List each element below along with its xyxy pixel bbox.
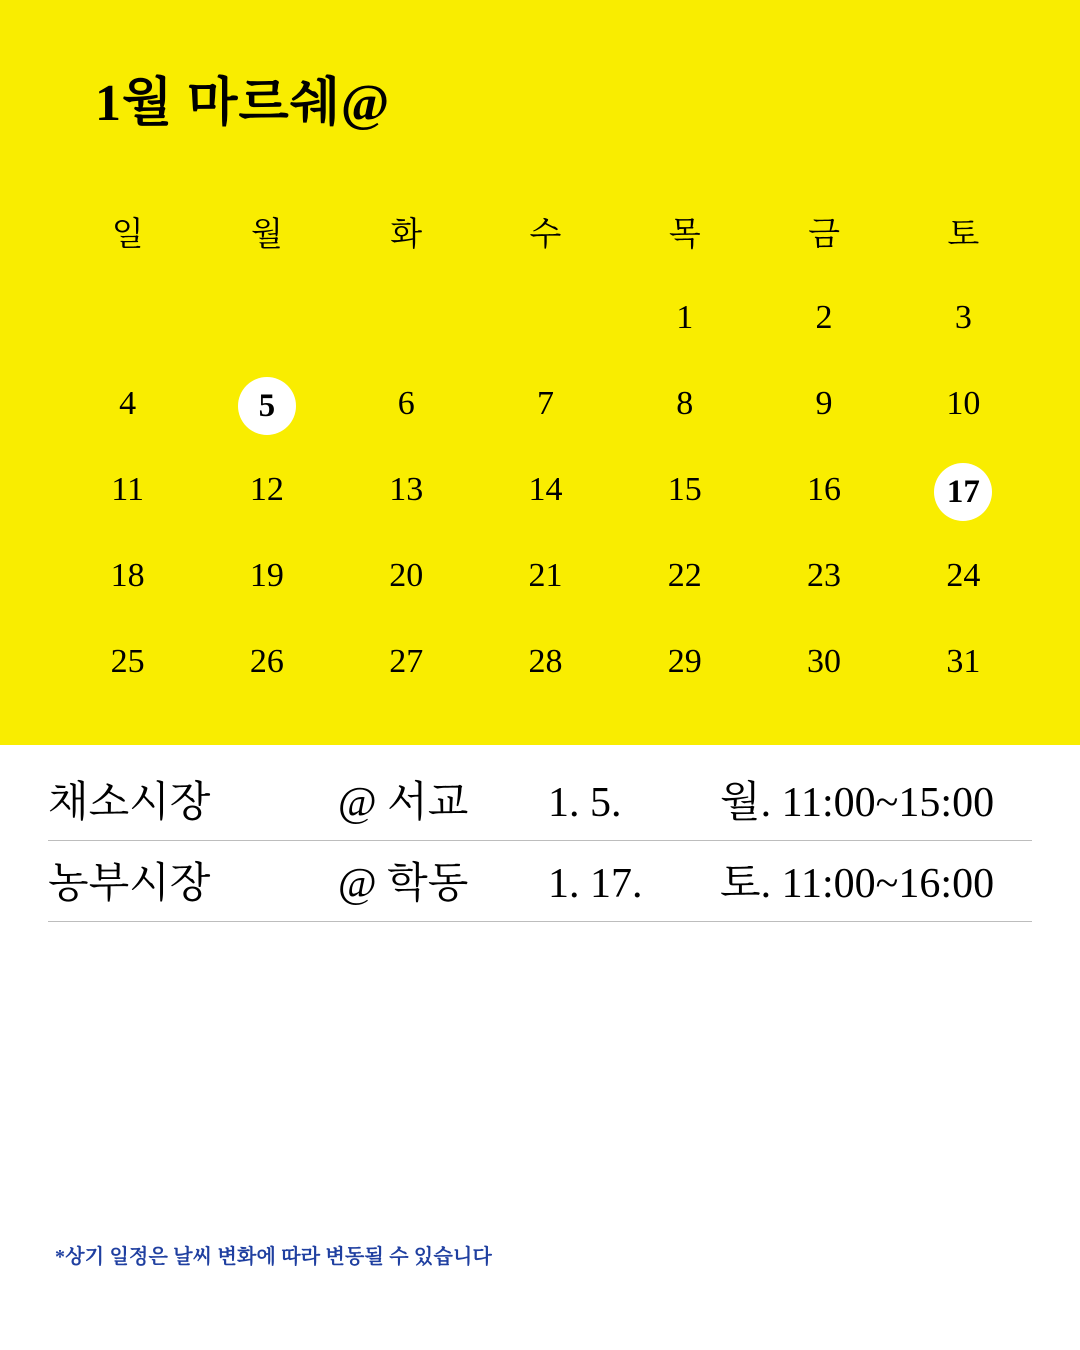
weekday-sun: 일 [111, 217, 144, 253]
event-name: 채소시장 [48, 780, 211, 826]
calendar-day-cell [58, 533, 197, 619]
calendar-day-cell [894, 275, 1033, 361]
calendar-day-number: 7 [536, 385, 554, 422]
calendar-day-cell [754, 275, 893, 361]
calendar-day-number: 23 [807, 557, 842, 594]
calendar-day-number: 16 [807, 471, 842, 508]
calendar-day-cell [476, 447, 615, 533]
calendar-day-number: 19 [249, 557, 284, 594]
calendar-day-cell-highlighted [197, 361, 336, 447]
calendar-day-number: 2 [815, 299, 833, 336]
calendar-day-cell [754, 361, 893, 447]
calendar-grid [58, 195, 1033, 705]
weekday-fri: 금 [808, 217, 840, 253]
footnote-text: *상기 일정은 날씨 변화에 따라 변동될 수 있습니다 [55, 1246, 492, 1268]
calendar-day-cell [476, 533, 615, 619]
calendar-day-cell [337, 533, 476, 619]
calendar-day-number: 13 [389, 471, 424, 508]
calendar-day-cell [337, 447, 476, 533]
calendar-day-number: 20 [389, 557, 424, 594]
calendar-day-number: 11 [111, 471, 145, 508]
calendar-day-cell [337, 275, 476, 361]
weekday-thu: 목 [668, 217, 701, 253]
calendar-day-cell [754, 533, 893, 619]
calendar-day-number: 17 [934, 463, 992, 521]
list-item [48, 841, 1032, 922]
weekday-tue: 화 [390, 217, 423, 253]
calendar-day-number: 1 [676, 299, 694, 336]
calendar-day-cell [615, 361, 754, 447]
calendar-day-number: 5 [238, 377, 296, 435]
event-time: 토. 11:00~16:00 [720, 861, 995, 907]
calendar-day-cell [197, 447, 336, 533]
calendar-week-row [58, 447, 1033, 533]
calendar-day-number: 18 [110, 557, 145, 594]
calendar-day-cell [476, 619, 615, 705]
calendar-week-row [58, 361, 1033, 447]
calendar-day-cell [476, 275, 615, 361]
calendar-day-cell [615, 619, 754, 705]
calendar-day-number: 29 [667, 643, 702, 680]
weekday-header-row [58, 195, 1033, 275]
event-place: @ 서교 [338, 780, 469, 826]
page-title: 1월 마르쉐@ [95, 75, 391, 132]
list-item [48, 760, 1032, 841]
event-time: 월. 11:00~15:00 [720, 780, 995, 826]
calendar-day-cell [615, 447, 754, 533]
calendar-day-number: 31 [946, 643, 981, 680]
event-date: 1. 17. [548, 861, 643, 907]
calendar-day-number: 8 [676, 385, 694, 422]
calendar-day-cell [615, 275, 754, 361]
calendar-day-cell [894, 619, 1033, 705]
calendar-day-number: 3 [954, 299, 972, 336]
calendar-week-row [58, 533, 1033, 619]
calendar-day-number: 10 [946, 385, 981, 422]
weekday-mon: 월 [250, 217, 283, 253]
event-list [48, 760, 1032, 922]
calendar-day-number: 26 [249, 643, 284, 680]
event-name: 농부시장 [48, 861, 211, 907]
calendar-day-cell [58, 361, 197, 447]
weekday-sat: 토 [947, 217, 980, 253]
calendar-day-cell [197, 533, 336, 619]
calendar-day-cell [754, 447, 893, 533]
calendar-day-number: 30 [807, 643, 842, 680]
calendar-day-number: 14 [528, 471, 563, 508]
calendar-day-cell [894, 361, 1033, 447]
calendar-day-cell [58, 619, 197, 705]
calendar-day-cell [337, 619, 476, 705]
calendar-day-number: 15 [667, 471, 702, 508]
calendar-day-number: 12 [249, 471, 284, 508]
calendar-day-number: 22 [667, 557, 702, 594]
weekday-wed: 수 [529, 217, 562, 253]
calendar-day-cell [754, 619, 893, 705]
calendar-week-row [58, 275, 1033, 361]
calendar-day-cell [197, 619, 336, 705]
calendar-day-number: 21 [528, 557, 563, 594]
calendar-day-cell [615, 533, 754, 619]
calendar-day-number: 6 [397, 385, 415, 422]
calendar-day-number: 25 [110, 643, 145, 680]
event-date: 1. 5. [548, 780, 622, 826]
event-place: @ 학동 [338, 861, 469, 907]
calendar-day-cell [337, 361, 476, 447]
calendar-day-cell [197, 275, 336, 361]
calendar-day-number: 27 [389, 643, 424, 680]
calendar-day-cell [894, 533, 1033, 619]
calendar-day-cell [58, 447, 197, 533]
calendar-day-cell [476, 361, 615, 447]
calendar-day-number: 28 [528, 643, 563, 680]
calendar-day-number: 4 [119, 385, 137, 422]
calendar-day-number: 9 [815, 385, 833, 422]
calendar-day-number: 24 [946, 557, 981, 594]
calendar-day-cell [58, 275, 197, 361]
calendar-week-row [58, 619, 1033, 705]
calendar-day-cell-highlighted [894, 447, 1033, 533]
